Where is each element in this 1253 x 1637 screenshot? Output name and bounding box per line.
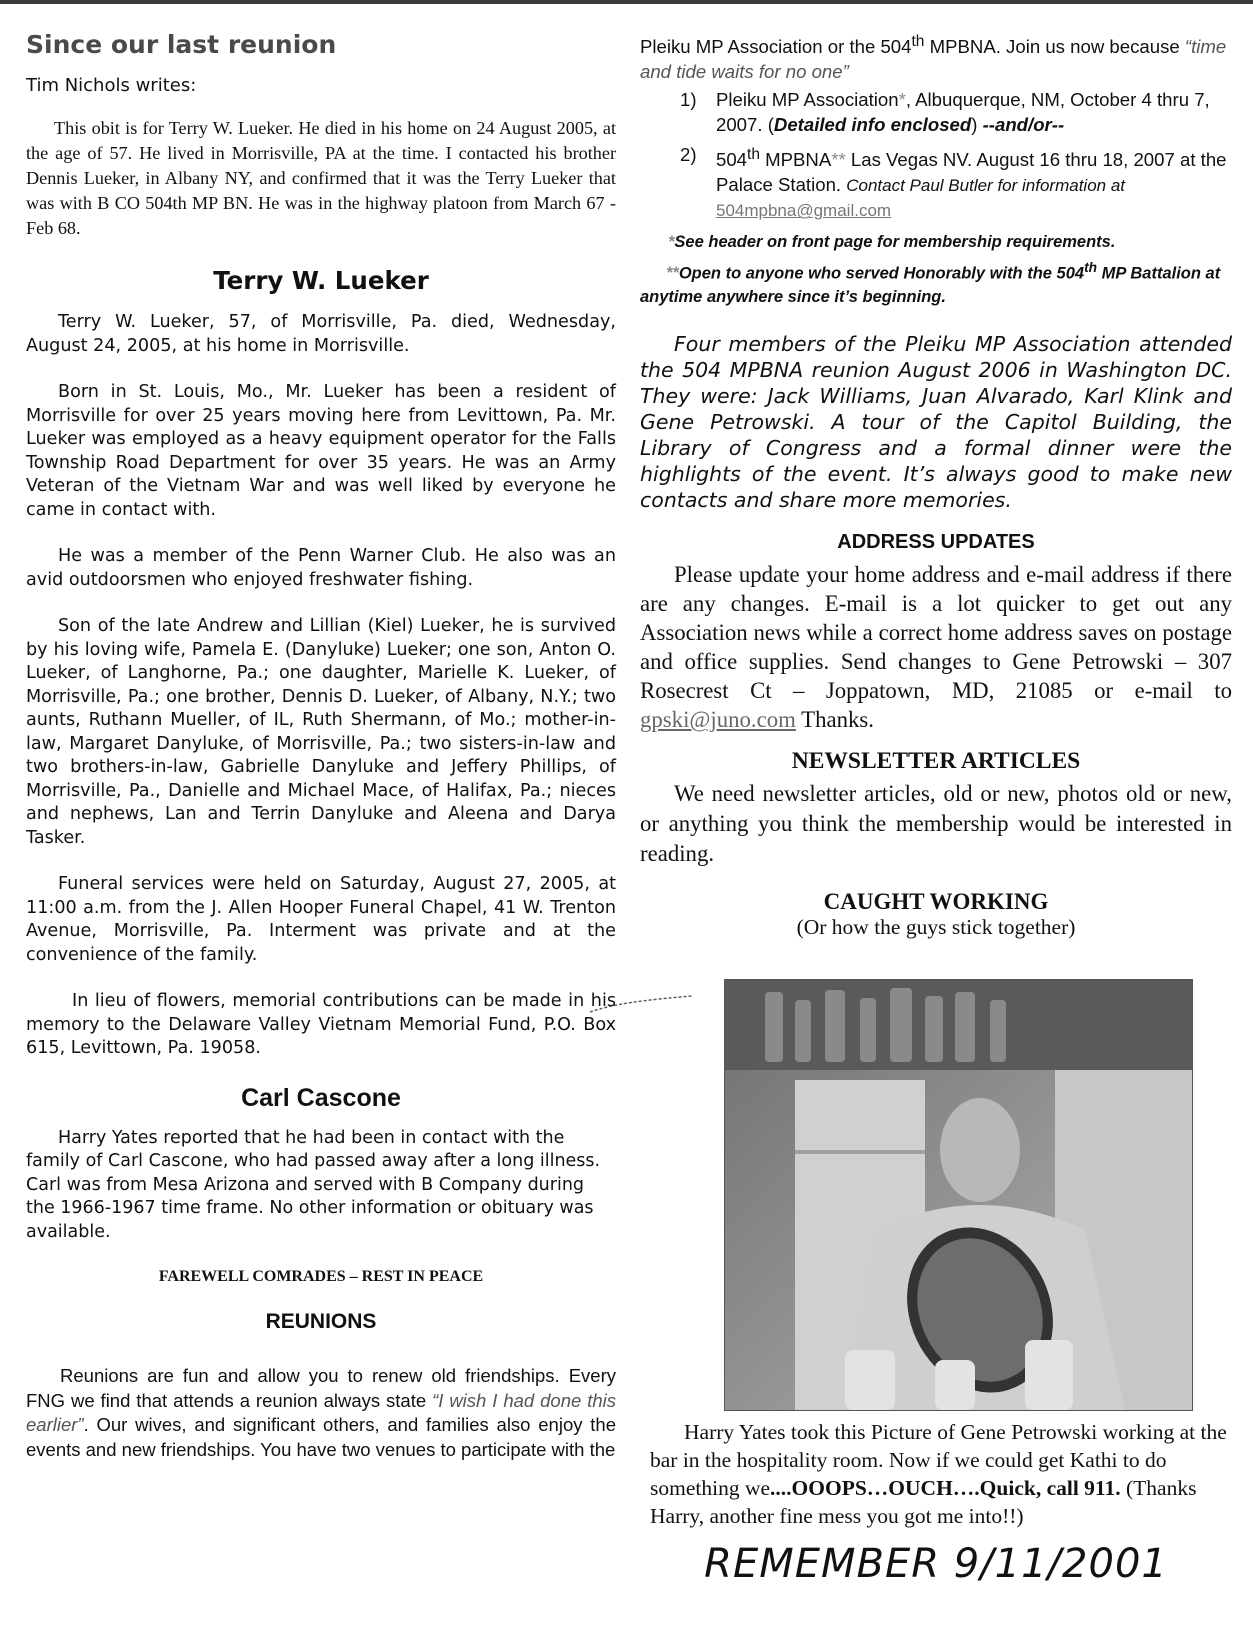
obituary-name-heading: Carl Cascone [241,1083,401,1112]
obit-paragraph: He was a member of the Penn Warner Club. He also was an avid outdoorsmen who enjoyed freshwater fishing. [26,546,616,590]
membership-note: **Open to anyone who served Honorably with the 504th MP Battalion at anytime anywhere since it’s beginning. [640,259,1221,307]
obit-intro: This obit is for Terry W. Lueker. He died in his home on 24 August 2005, at the age of 57. He lived in Morrisville, PA at the time. I contacted his brother Dennis Lueker, in Albany NY, and confirmed that it was the Terry Lueker that was with B CO 504th MP BN. He was in the highway platoon from March 67 - Feb 68. [26,118,616,238]
right-column [640,30,1232,942]
byline: Tim Nichols writes: [26,75,197,96]
newsletter-paragraph: We need newsletter articles, old or new, photos old or new, or anything you think the membership would be interested in reading. [640,781,1232,867]
newsletter-articles-heading: NEWSLETTER ARTICLES [791,748,1081,775]
obit-paragraph: In lieu of flowers, memorial contributions can be made in his memory to the Delaware Valley Vietnam Memorial Fund, P.O. Box 615, Levittown, Pa. 19058. [26,991,616,1058]
venue-item: 2) 504th MPBNA** Las Vegas NV. August 16 thru 18, 2007 at the Palace Station. Contact Paul Butler for information at 504mpbna@gmail.com [680,144,1227,221]
obit-paragraph: Harry Yates reported that he had been in contact with the family of Carl Cascone, who had passed away after a long illness. Carl was from Mesa Arizona and served with B Company during the 1966-1967 time frame. No other information or obituary was available. [26,1127,601,1242]
reunions-continued: Pleiku MP Association or the 504th MPBNA. Join us now because “time and tide waits for no one” [640,33,1227,82]
obit-paragraph: Terry W. Lueker, 57, of Morrisville, Pa. died, Wednesday, August 24, 2005, at his home in Morrisville. [26,312,616,356]
membership-note: *See header on front page for membership requirements. [668,232,1116,251]
obit-paragraph: Son of the late Andrew and Lillian (Kiel) Lueker, he is survived by his loving wife, Pamela E. (Danyluke) Lueker; one son, Anton O. Lueker, of Langhorne, Pa.; one daughter, Marielle K. Lueker, of Morrisville, Pa.; one brother, Dennis D. Lueker, of Albany, N.Y.; two aunts, Ruthann Mueller, of IL, Ruth Shermann, of Mo.; mother-in-law, Margaret Danyluke, of Morrisville, Pa.; two sisters-in-law and two brothers-in-law, Gabrielle Danyluke and Jeffery Phillips, of Morrisville, Pa., Danielle and Michael Mace, of Halifax, Pa.; nieces and nephews, Lan and Terrin Danyluke and Aleena and Darya Tasker. [26,616,616,848]
address-updates-heading: ADDRESS UPDATES [837,531,1035,554]
venue-item: 1) Pleiku MP Association*, Albuquerque, NM, October 4 thru 7, 2007. (Detailed info enclosed) --and/or-- [680,89,1210,135]
handwritten-pen-mark [588,990,698,1020]
email-link[interactable]: 504mpbna@gmail.com [716,201,892,221]
remember-banner: REMEMBER 9/11/2001 [704,1541,1168,1587]
reunions-heading: REUNIONS [265,1310,377,1333]
obituary-name-heading: Terry W. Lueker [213,266,429,295]
quote-text: “I wish I had done this earlier” [26,1389,616,1435]
caught-working-subtitle: (Or how the guys stick together) [796,915,1076,940]
caught-working-heading: CAUGHT WORKING [823,889,1049,915]
photo-caption: Harry Yates took this Picture of Gene Petrowski working at the bar in the hospitality room. Now if we could get Kathi to do something we....OOOPS…OUCH….Quick, call 911. (Thanks Harry, another fine mess you got me into!!) [650,1420,1227,1528]
top-rule [0,0,1253,4]
obit-paragraph: Funeral services were held on Saturday, August 27, 2005, at 11:00 a.m. from the J. Allen Hooper Funeral Chapel, 41 W. Trenton Avenue, Morrisville, Pa. Interment was private and at the convenience of the family. [26,874,616,965]
reunion-report: Four members of the Pleiku MP Association attended the 504 MPBNA reunion August 2006 in Washington DC. They were: Jack Williams, Juan Alvarado, Karl Klink and Gene Petrowski. A tour of the Capitol Building, the Library of Congress and a formal dinner were the highlights of the event. It’s always good to make new contacts and share more memories. [640,332,1232,513]
farewell-line: FAREWELL COMRADES – REST IN PEACE [158,1268,484,1285]
reunions-paragraph: Reunions are fun and allow you to renew old friendships. Every FNG we find that attends a reunion always state “I wish I had done this earlier”. Our wives, and significant others, and families also enjoy the events and new friendships. You have two venues to participate with the [26,1365,616,1460]
email-link[interactable]: gpski@juno.com [640,707,796,733]
photo-bartender [724,979,1193,1411]
section-heading: Since our last reunion [26,30,337,59]
obit-paragraph: Born in St. Louis, Mo., Mr. Lueker has been a resident of Morrisville for over 25 years moving here from Levittown, Pa. Mr. Lueker was employed as a heavy equipment operator for the Falls Township Road Department for over 35 years. He was an Army Veteran of the Vietnam War and was well liked by everyone he came in contact with. [26,382,616,520]
left-column [26,30,616,1462]
quote-text: “time and tide waits for no one” [640,36,1227,82]
address-updates-paragraph: Please update your home address and e-mail address if there are any changes. E-mail is a lot quicker to get out any Association news while a correct home address saves on postage and office supplies. Send changes to Gene Petrowski – 307 Rosecrest Ct – Joppatown, MD, 21085 or e-mail to gpski@juno.com Thanks. [640,562,1232,733]
